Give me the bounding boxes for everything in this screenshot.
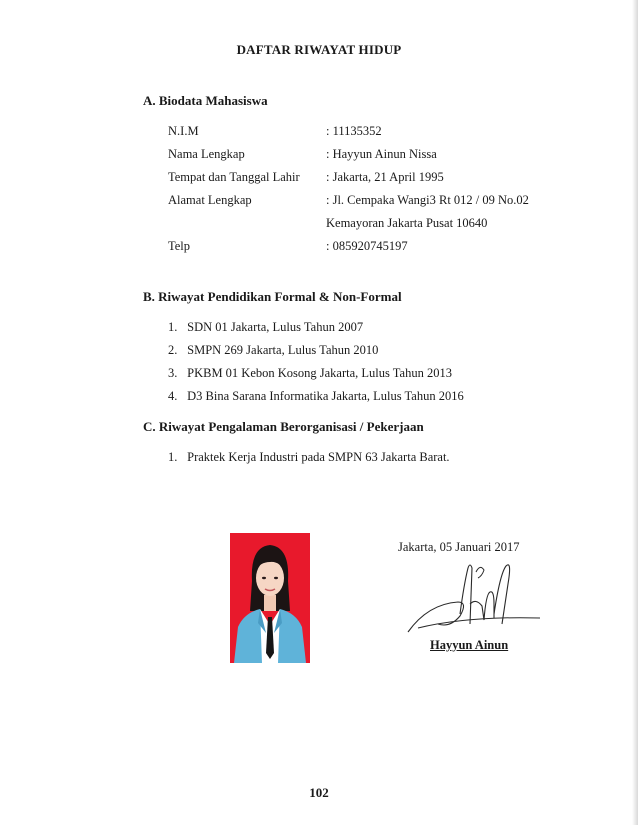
bio-value: : 085920745197 bbox=[326, 239, 408, 253]
list-text: D3 Bina Sarana Informatika Jakarta, Lulus Tahun 2016 bbox=[187, 389, 464, 403]
section-a-heading: A. Biodata Mahasiswa bbox=[143, 93, 268, 108]
list-number: 1. bbox=[168, 320, 178, 334]
list-number: 4. bbox=[168, 389, 178, 403]
list-text: Praktek Kerja Industri pada SMPN 63 Jakarta Barat. bbox=[187, 450, 450, 464]
bio-value: : Jl. Cempaka Wangi3 Rt 012 / 09 No.02 bbox=[326, 193, 529, 207]
list-number: 2. bbox=[168, 343, 178, 357]
list-item bbox=[168, 320, 464, 343]
list-item bbox=[168, 450, 450, 473]
section-b-heading: B. Riwayat Pendidikan Formal & Non-Formal bbox=[143, 289, 402, 304]
list-text: PKBM 01 Kebon Kosong Jakarta, Lulus Tahun 2013 bbox=[187, 366, 452, 380]
signature-place-date: Jakarta, 05 Januari 2017 bbox=[398, 540, 520, 554]
bio-label: Nama Lengkap bbox=[168, 147, 245, 161]
list-item bbox=[168, 366, 464, 389]
page-edge-shadow bbox=[632, 0, 638, 825]
profile-photo bbox=[230, 533, 310, 663]
list-text: SDN 01 Jakarta, Lulus Tahun 2007 bbox=[187, 320, 364, 334]
portrait-illustration bbox=[230, 533, 310, 663]
list-item bbox=[168, 389, 464, 412]
bio-value: Kemayoran Jakarta Pusat 10640 bbox=[326, 216, 488, 230]
bio-label: N.I.M bbox=[168, 124, 199, 138]
bio-label: Alamat Lengkap bbox=[168, 193, 252, 207]
list-number: 3. bbox=[168, 366, 178, 380]
list-number: 1. bbox=[168, 450, 178, 464]
signature-name: Hayyun Ainun bbox=[430, 638, 509, 652]
bio-value: : Hayyun Ainun Nissa bbox=[326, 147, 437, 161]
bio-label: Telp bbox=[168, 239, 191, 253]
experience-list bbox=[168, 450, 450, 473]
list-text: SMPN 269 Jakarta, Lulus Tahun 2010 bbox=[187, 343, 379, 357]
handwritten-signature bbox=[398, 554, 548, 644]
signature-block bbox=[398, 540, 548, 652]
bio-value: : Jakarta, 21 April 1995 bbox=[326, 170, 444, 184]
page-number: 102 bbox=[309, 785, 329, 800]
document-title: DAFTAR RIWAYAT HIDUP bbox=[236, 42, 402, 57]
section-c-heading: C. Riwayat Pengalaman Berorganisasi / Pekerjaan bbox=[143, 419, 424, 434]
education-list bbox=[168, 320, 464, 412]
bio-label: Tempat dan Tanggal Lahir bbox=[168, 170, 300, 184]
bio-value: : 11135352 bbox=[326, 124, 382, 138]
list-item bbox=[168, 343, 464, 366]
